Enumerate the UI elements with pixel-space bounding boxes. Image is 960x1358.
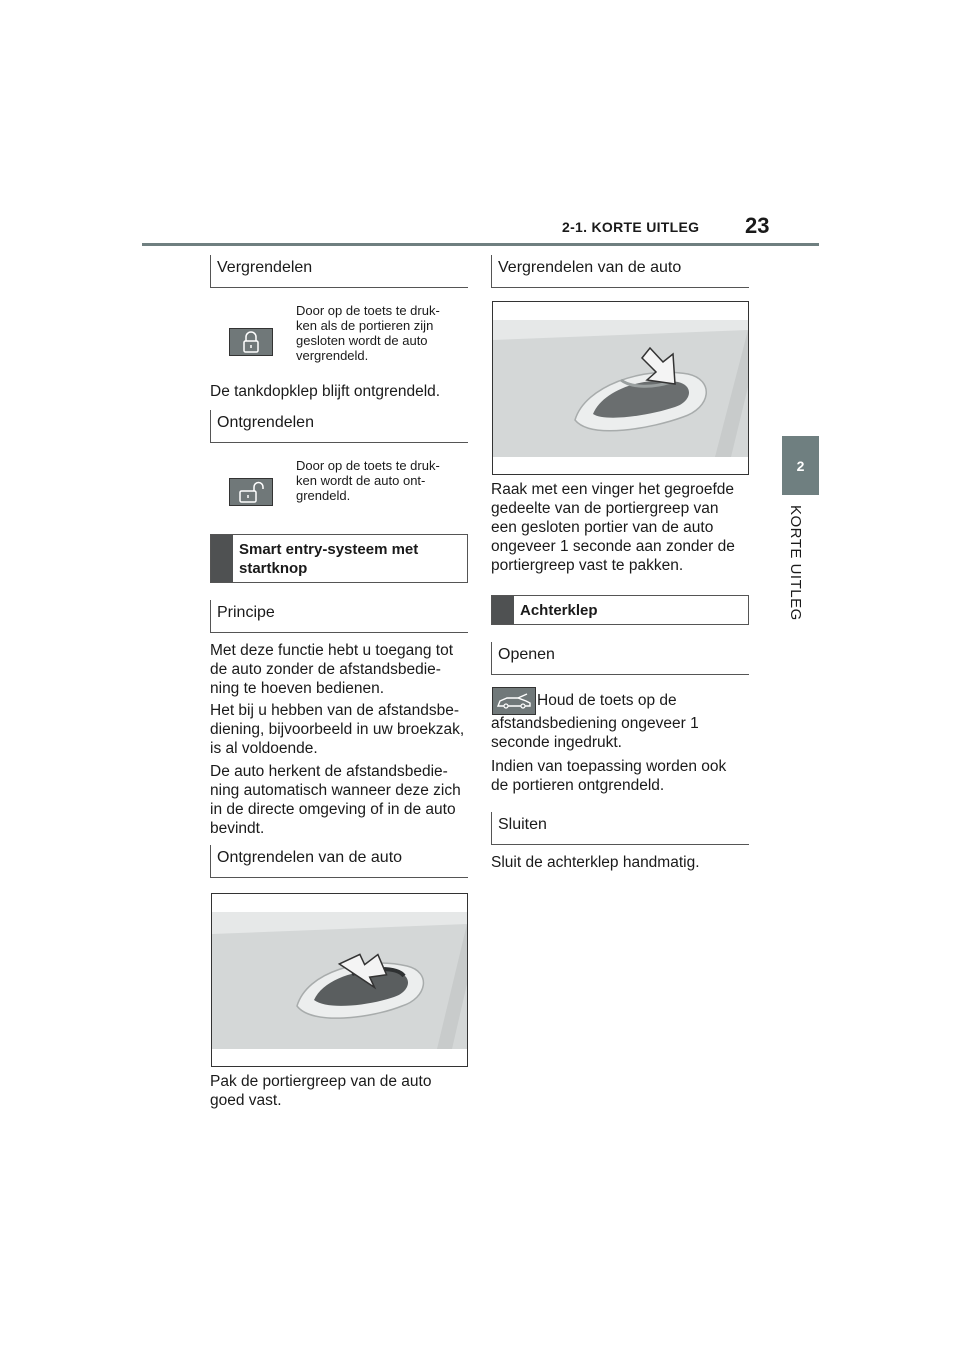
door-handle-touch-illustration bbox=[492, 301, 749, 475]
heading-lock: Vergrendelen bbox=[210, 255, 468, 288]
box-accent-bar bbox=[492, 596, 514, 624]
tailgate-car-icon-svg bbox=[496, 692, 532, 710]
unlock-car-caption: Pak de portiergreep van de auto goed vast. bbox=[210, 1073, 432, 1109]
tailgate-box bbox=[491, 595, 749, 625]
open-text-2: afstandsbediening ongeveer 1 seconde ingedrukt. bbox=[491, 715, 699, 751]
lock-description: Door op de toets te druk- ken als de portieren zijn gesloten wordt de auto vergrendeld. bbox=[296, 303, 440, 363]
lock-closed-icon-svg bbox=[241, 331, 261, 353]
header-rule bbox=[142, 243, 819, 246]
open-text-1: Houd de toets op de bbox=[537, 692, 677, 709]
side-tab-number: 2 bbox=[796, 457, 805, 474]
door-handle-grip-illustration bbox=[211, 893, 468, 1067]
lock-car-caption: Raak met een vinger het gegroefde gedeelte van de portiergreep van een gesloten portier van de auto ongeveer 1 seconde aan zonder de portiergreep vast te pakken. bbox=[491, 481, 735, 574]
principle-paragraph-1: Met deze functie hebt u toegang tot de auto zonder de afstandsbedie- ning te hoeven bedienen. bbox=[210, 642, 454, 697]
page-number: 23 bbox=[745, 213, 770, 238]
door-handle-touch-svg bbox=[493, 302, 748, 474]
lock-closed-icon bbox=[229, 328, 273, 356]
side-tab bbox=[782, 436, 819, 495]
box-accent-bar bbox=[211, 535, 233, 582]
door-handle-grip-svg bbox=[212, 894, 467, 1066]
heading-close: Sluiten bbox=[491, 812, 749, 845]
open-text-3: Indien van toepassing worden ook de portieren ontgrendeld. bbox=[491, 758, 727, 794]
tailgate-title: Achterklep bbox=[520, 602, 598, 619]
unlock-description: Door op de toets te druk- ken wordt de auto ont- grendeld. bbox=[296, 458, 440, 503]
heading-unlock: Ontgrendelen bbox=[210, 410, 468, 443]
principle-paragraph-2: Het bij u hebben van de afstandsbe- diening, bijvoorbeeld in uw broekzak, is al voldoende. bbox=[210, 702, 465, 757]
heading-unlock-car: Ontgrendelen van de auto bbox=[210, 845, 468, 878]
tank-flap-note: De tankdopklep blijft ontgrendeld. bbox=[210, 383, 441, 400]
principle-paragraph-3: De auto herkent de afstandsbedie- ning automatisch wanneer deze zich in de directe omgeving of in de auto bevindt. bbox=[210, 763, 461, 837]
heading-open: Openen bbox=[491, 642, 749, 675]
heading-principle: Principe bbox=[210, 600, 468, 633]
smart-entry-title: Smart entry-systeem met startknop bbox=[239, 541, 419, 577]
lock-open-icon bbox=[229, 478, 273, 506]
tailgate-car-icon bbox=[492, 687, 536, 715]
heading-lock-car: Vergrendelen van de auto bbox=[491, 255, 749, 288]
smart-entry-box bbox=[210, 534, 468, 583]
side-tab-label: KORTE UITLEG bbox=[787, 505, 804, 621]
close-text: Sluit de achterklep handmatig. bbox=[491, 854, 700, 871]
lock-open-icon-svg bbox=[238, 481, 264, 503]
section-title: 2-1. KORTE UITLEG bbox=[562, 219, 700, 235]
